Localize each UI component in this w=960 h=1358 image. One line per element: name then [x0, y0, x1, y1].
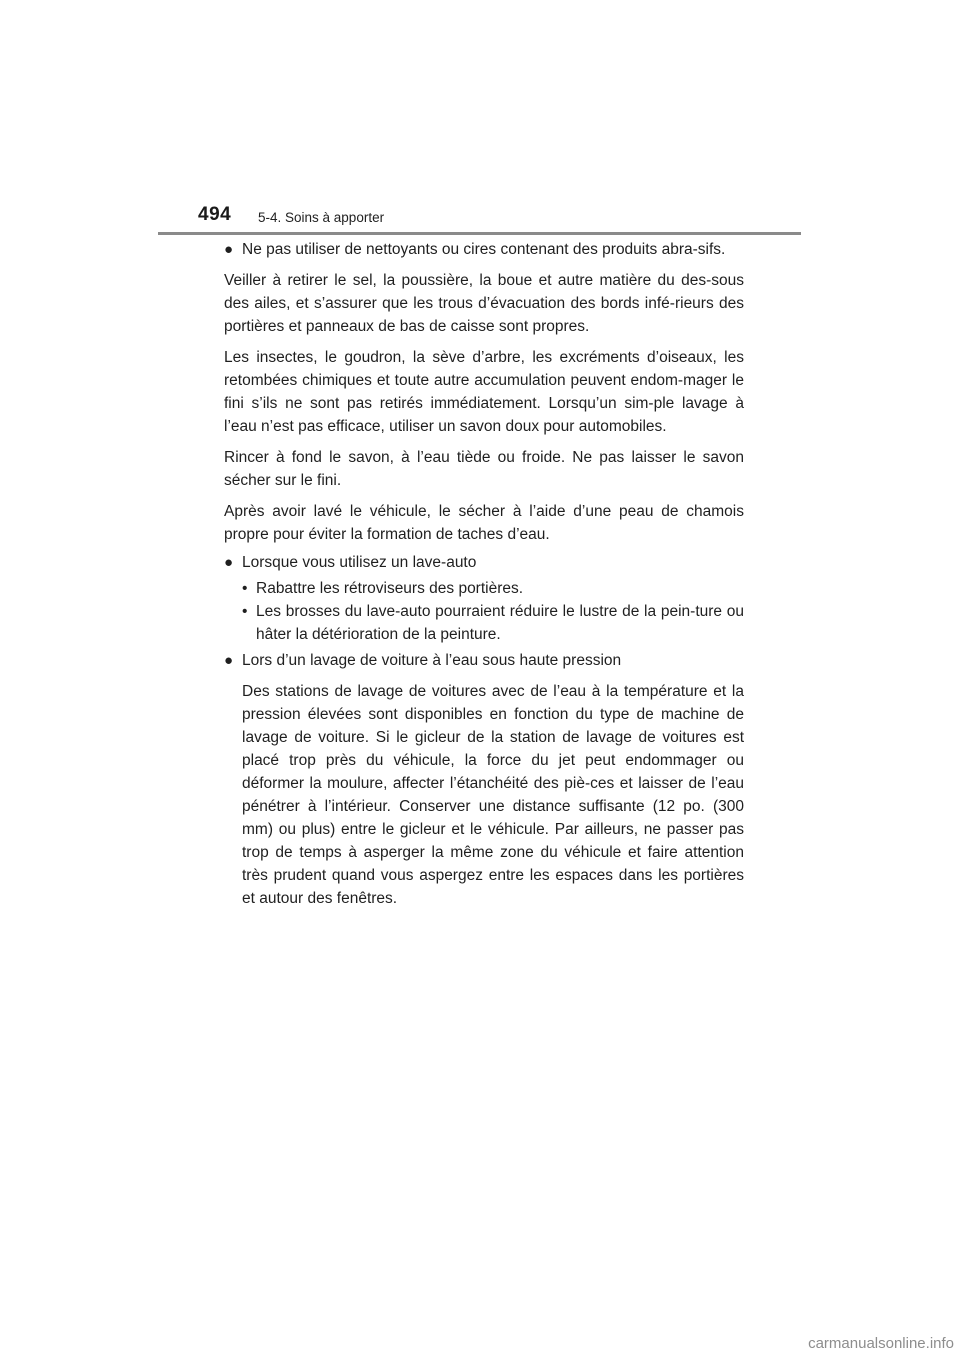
bullet-text: Ne pas utiliser de nettoyants ou cires contenant des produits abra-sifs. [242, 241, 726, 258]
bullet-item-carwash [224, 551, 744, 574]
page-content [224, 238, 744, 910]
bullet-item-abrasive [224, 238, 744, 261]
sub-item-text: Les brosses du lave-auto pourraient réduire le lustre de la pein-ture ou hâter la détérioration de la peinture. [256, 603, 744, 643]
section-title: 5-4. Soins à apporter [258, 210, 385, 225]
sub-item-brushes [224, 600, 744, 646]
bullet-item-pressure [224, 649, 744, 672]
page-number: 494 [198, 204, 232, 225]
bullet-text: Lors d’un lavage de voiture à l’eau sous haute pression [242, 652, 622, 669]
watermark: carmanualsonline.info [808, 1335, 954, 1352]
paragraph-insects: Les insectes, le goudron, la sève d’arbre, les excréments d’oiseaux, les retombées chimiques et toute autre accumulation peuvent endom-mager le fini s’ils ne sont pas retirés immédiatement. Lorsqu’un sim-ple lavage à l’eau n’est pas efficace, utiliser un savon doux pour automobiles. [224, 349, 744, 435]
paragraph-salt: Veiller à retirer le sel, la poussière, la boue et autre matière du des-sous des ailes, et s’assurer que les trous d’évacuation des bords infé-rieurs des portières et panneaux de bas de caisse sont propres. [224, 272, 744, 335]
bullet-icon: ● [224, 652, 234, 669]
bullet-icon: ● [224, 554, 234, 571]
bullet-icon: ● [224, 241, 234, 258]
paragraph-pressure: Des stations de lavage de voitures avec de l’eau à la température et la pression élevées sont disponibles en fonction du type de machine de lavage de voiture. Si le gicleur de la station de lavage de voitures est placé trop près du véhicule, la force du jet peut endommager ou déformer la moulure, affecter l’étanchéité des piè-ces et laisser de l’eau pénétrer à l’intérieur. Conserver une distance suffisante (12 po. (300 mm) ou plus) entre le gicleur et le véhicule. Par ailleurs, ne passer pas trop de temps à asperger la même zone du véhicule et faire attention très prudent quand vous aspergez entre les espaces dans les portières et autour des fenêtres. [242, 683, 744, 907]
sub-item-mirrors [224, 577, 744, 600]
bullet-text: Lorsque vous utilisez un lave-auto [242, 554, 477, 571]
paragraph-dry: Après avoir lavé le véhicule, le sécher à l’aide d’une peau de chamois propre pour éviter la formation de taches d’eau. [224, 503, 744, 543]
sub-bullet-icon: • [242, 580, 248, 597]
sub-item-text: Rabattre les rétroviseurs des portières. [256, 580, 524, 597]
paragraph-rinse: Rincer à fond le savon, à l’eau tiède ou froide. Ne pas laisser le savon sécher sur le fini. [224, 449, 744, 489]
header-divider [158, 232, 801, 235]
sub-bullet-icon: • [242, 603, 248, 620]
